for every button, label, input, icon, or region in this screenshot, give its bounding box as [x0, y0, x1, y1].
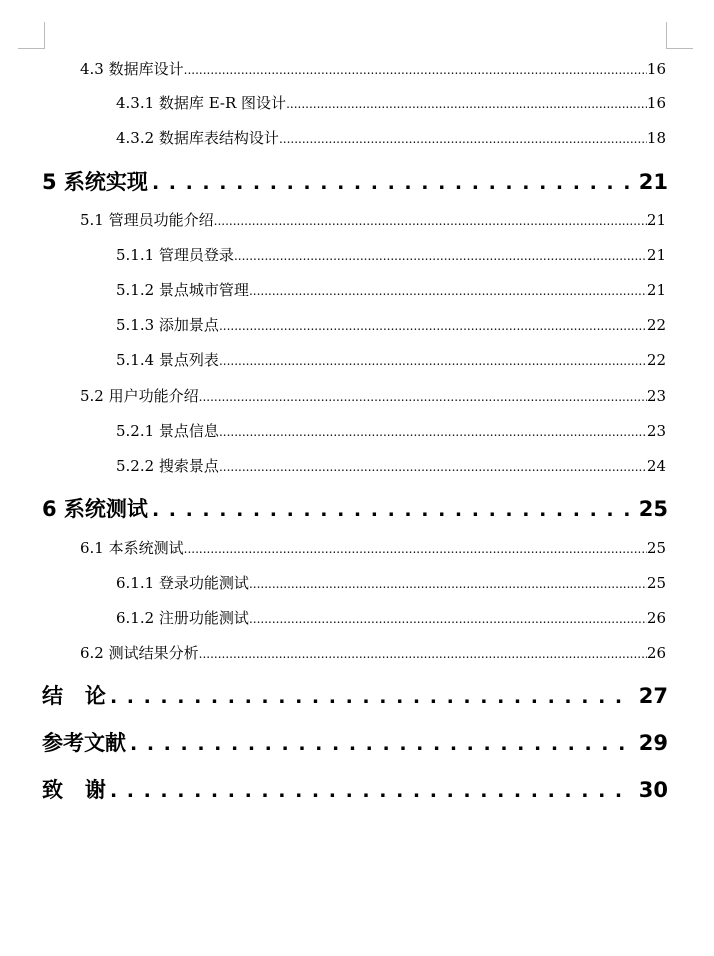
toc-dot-leader [199, 387, 647, 405]
toc-dot-leader [148, 497, 633, 521]
toc-entry-title: 6.1.2 注册功能测试 [116, 609, 249, 627]
toc-page-number: 23 [646, 422, 666, 440]
toc-entry-5-2[interactable] [80, 385, 666, 406]
toc-entry-5-2-1[interactable] [116, 420, 666, 441]
toc-page-number: 22 [646, 316, 666, 334]
toc-entry-5-1-2[interactable] [116, 279, 666, 300]
toc-page-number: 23 [646, 387, 666, 405]
toc-entry-title: 4.3.2 数据库表结构设计 [116, 129, 279, 147]
toc-dot-leader [219, 422, 647, 440]
toc-entry-title: 5.2.2 搜索景点 [116, 457, 219, 475]
toc-entry-5-1[interactable] [80, 209, 666, 230]
toc-page-number: 22 [646, 351, 666, 369]
toc-entry-acknowledgements[interactable] [42, 774, 668, 804]
toc-entry-5-1-1[interactable] [116, 244, 666, 265]
toc-entry-title: 结 论 [42, 684, 106, 708]
toc-page-number: 25 [638, 497, 668, 521]
toc-page-number: 21 [646, 211, 666, 229]
toc-dot-leader [279, 129, 647, 147]
toc-entry-5-1-3[interactable] [116, 314, 666, 335]
toc-dot-leader [249, 281, 647, 299]
toc-entry-title: 5.1.2 景点城市管理 [116, 281, 249, 299]
toc-entry-6-2[interactable] [80, 642, 666, 663]
toc-dot-leader [126, 731, 633, 755]
toc-entry-chapter-5[interactable] [42, 166, 668, 196]
toc-entry-title: 6.1 本系统测试 [80, 539, 184, 557]
toc-dot-leader [106, 684, 633, 708]
toc-page-number: 25 [646, 574, 666, 592]
toc-entry-6-1[interactable] [80, 537, 666, 558]
toc-page-number: 21 [646, 246, 666, 264]
toc-entry-title: 5.2 用户功能介绍 [80, 387, 199, 405]
toc-entry-5-2-2[interactable] [116, 455, 666, 476]
toc-dot-leader [219, 351, 647, 369]
toc-entry-chapter-6[interactable] [42, 493, 668, 523]
toc-page-number: 30 [638, 778, 668, 802]
toc-entry-title: 5 系统实现 [42, 170, 148, 194]
toc-entry-4-3-2[interactable] [116, 127, 666, 148]
toc-entry-title: 4.3.1 数据库 E-R 图设计 [116, 94, 287, 112]
toc-page-number: 16 [646, 60, 666, 78]
toc-dot-leader [184, 539, 647, 557]
toc-dot-leader [286, 94, 647, 112]
toc-dot-leader [148, 170, 633, 194]
toc-dot-leader [234, 246, 647, 264]
toc-entry-conclusion[interactable] [42, 680, 668, 710]
toc-dot-leader [184, 60, 647, 78]
toc-dot-leader [106, 778, 633, 802]
toc-page-number: 21 [646, 281, 666, 299]
toc-dot-leader [249, 609, 647, 627]
toc-dot-leader [249, 574, 647, 592]
toc-page-number: 26 [646, 644, 666, 662]
toc-entry-title: 6 系统测试 [42, 497, 148, 521]
toc-entry-6-1-2[interactable] [116, 607, 666, 628]
toc-entry-5-1-4[interactable] [116, 349, 666, 370]
toc-entry-title: 6.1.1 登录功能测试 [116, 574, 249, 592]
toc-page-number: 21 [638, 170, 668, 194]
toc-entry-title: 5.1 管理员功能介绍 [80, 211, 214, 229]
toc-entry-title: 参考文献 [42, 731, 126, 755]
toc-entry-title: 4.3 数据库设计 [80, 60, 184, 78]
toc-page-number: 25 [646, 539, 666, 557]
toc-entry-title: 5.1.4 景点列表 [116, 351, 219, 369]
toc-page-number: 24 [646, 457, 666, 475]
toc-entry-title: 致 谢 [42, 778, 106, 802]
toc-page-number: 27 [638, 684, 668, 708]
toc-page-number: 29 [638, 731, 668, 755]
toc-dot-leader [219, 457, 647, 475]
toc-page-number: 26 [646, 609, 666, 627]
toc-entry-title: 5.1.1 管理员登录 [116, 246, 234, 264]
toc-entry-title: 6.2 测试结果分析 [80, 644, 199, 662]
toc-dot-leader [214, 211, 647, 229]
toc-entry-4-3[interactable] [80, 58, 666, 79]
toc-entry-references[interactable] [42, 727, 668, 757]
toc-page-number: 16 [646, 94, 666, 112]
toc-entry-4-3-1[interactable] [116, 92, 666, 113]
toc-entry-6-1-1[interactable] [116, 572, 666, 593]
toc-entry-title: 5.1.3 添加景点 [116, 316, 219, 334]
toc-page-number: 18 [646, 129, 666, 147]
toc-dot-leader [199, 644, 647, 662]
toc-entry-title: 5.2.1 景点信息 [116, 422, 219, 440]
toc-dot-leader [219, 316, 647, 334]
